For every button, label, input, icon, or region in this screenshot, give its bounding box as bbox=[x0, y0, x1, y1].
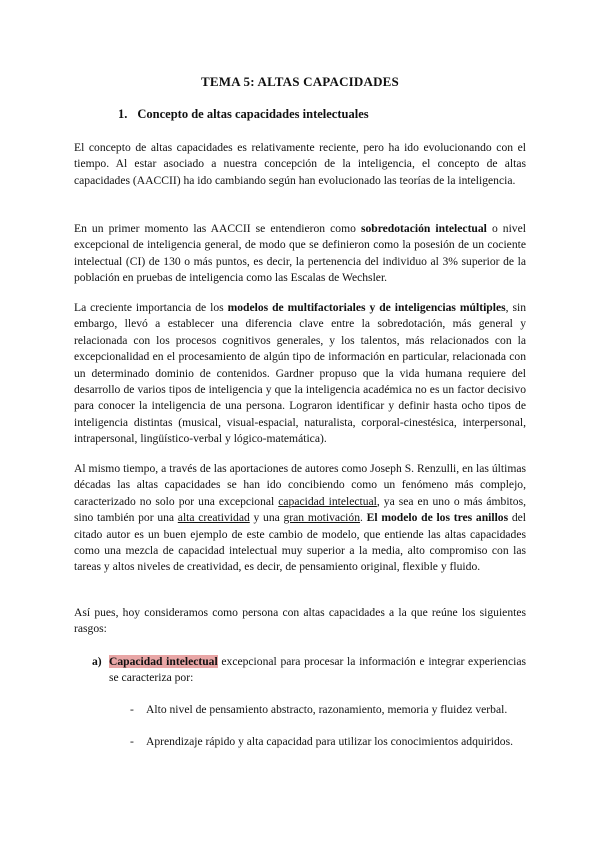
underlined-alta-creatividad: alta creatividad bbox=[177, 511, 250, 525]
paragraph-2-text-2: o nivel excepcional de inteligencia general, de modo que se definieron como la posesión de un cociente intelectual (CI) de 130 o más puntos, es decir, la pertenencia del individuo al 3% superior de la población en pruebas de inteligencia como las Escalas de Wechsler. bbox=[74, 222, 526, 285]
paragraph-1: El concepto de altas capacidades es relativamente reciente, pero ha ido evolucionando con el tiempo. Al estar asociado a nuestra concepción de la inteligencia, el concepto de altas capacidades (AACCII) ha ido cambiando según han evolucionado las teorías de la inteligencia. bbox=[74, 141, 526, 187]
list-item-a-text: excepcional para procesar la información e integrar experiencias se caracteriza por: bbox=[109, 655, 526, 685]
bullet-item bbox=[130, 702, 526, 718]
paragraph-2-bold: sobredotación intelectual bbox=[360, 222, 487, 235]
bullet-text: Alto nivel de pensamiento abstracto, razonamiento, memoria y fluidez verbal. bbox=[146, 703, 508, 716]
page-title: TEMA 5: ALTAS CAPACIDADES bbox=[201, 74, 399, 89]
paragraph-4 bbox=[74, 461, 526, 576]
paragraph-4-text-3: y una bbox=[249, 511, 284, 525]
paragraph-2 bbox=[74, 221, 526, 287]
section-title: Concepto de altas capacidades intelectuales bbox=[137, 107, 369, 121]
section-number: 1. bbox=[118, 107, 128, 121]
list-item-a-body bbox=[109, 654, 526, 687]
paragraph-4-bold: El modelo de los tres anillos bbox=[366, 511, 509, 525]
bullet-dash: - bbox=[130, 703, 134, 716]
paragraph-4-text-2: , ya sea en uno o más ámbitos, sino también por una bbox=[74, 494, 526, 525]
paragraph-4-text-1: Al mismo tiempo, a través de las aportaciones de autores como Joseph S. Renzulli, en las últimas décadas las altas capacidades se han ido concibiendo como un fenómeno más complejo, caracterizado no solo por una excepcional bbox=[74, 462, 526, 508]
paragraph-3 bbox=[74, 300, 526, 448]
paragraph-2-text-1: En un primer momento las AACCII se entendieron como bbox=[74, 222, 361, 235]
paragraph-3-text-1: La creciente importancia de los bbox=[74, 301, 228, 314]
bullet-dash: - bbox=[130, 735, 134, 748]
section-heading bbox=[118, 107, 369, 122]
paragraph-3-text-2: , sin embargo, llevó a establecer una diferencia clave entre la sobredotación, más general y relacionada con los procesos cognitivos generales, y los talentos, más relacionados con la excepcionalidad en el procesamiento de algún tipo de información en particular, relacionada con un determinado dominio de contenidos. Gardner propuso que la vida humana requiere del desarrollo de varios tipos de inteligencia y que la inteligencia académica no es un factor decisivo para conocer la inteligencia de una persona. Lograron identificar y definir hasta ocho tipos de inteligencia distintas (musical, visual-espacial, naturalista, corporal-cinestésica, interpersonal, intrapersonal, lingüístico-verbal y lógico-matemática). bbox=[74, 301, 526, 446]
paragraph-4-text-4: . bbox=[360, 511, 367, 525]
list-marker-a: a) bbox=[92, 655, 102, 668]
bullet-text: Aprendizaje rápido y alta capacidad para utilizar los conocimientos adquiridos. bbox=[146, 735, 513, 748]
paragraph-5: Así pues, hoy consideramos como persona con altas capacidades a la que reúne los siguientes rasgos: bbox=[74, 606, 526, 636]
highlighted-term: Capacidad intelectual bbox=[109, 655, 218, 668]
underlined-gran-motivacion: gran motivación bbox=[283, 511, 360, 525]
bullet-item bbox=[130, 734, 526, 750]
underlined-capacidad-intelectual: capacidad intelectual bbox=[278, 494, 377, 508]
paragraph-4-text-5: del citado autor es un buen ejemplo de este cambio de modelo, que entiende las altas capacidades como una mezcla de capacidad intelectual muy superior a la media, alto compromiso con las tareas y altos niveles de creatividad, es decir, de pensamiento original, flexible y fluido. bbox=[74, 511, 527, 574]
list-item-a bbox=[92, 654, 526, 687]
paragraph-3-bold: modelos de multifactoriales y de inteligencias múltiples bbox=[227, 301, 506, 314]
